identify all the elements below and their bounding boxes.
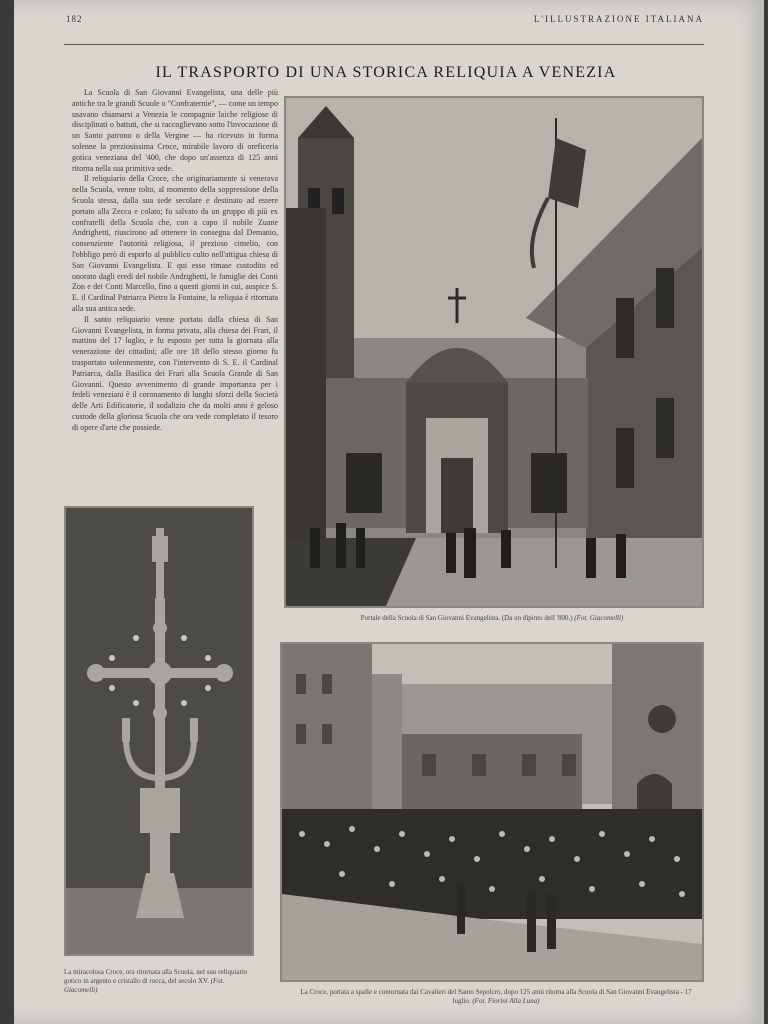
crowd-illustration (282, 644, 702, 980)
cross-photo (64, 506, 254, 956)
article-body (72, 88, 278, 434)
article-paragraph: Il santo reliquiario venne portato dalla chiesa di San Giovanni Evangelista, in forma privata, alla chiesa dei Frari, il mattino del 17 luglio, e fu esposto per tutta la giornata alla venerazione dei cittadini; alle ore 18 dello stesso giorno fu trasportato solennemente, con l'intervento di S. E. il Cardinal Patriarca, dalla Basilica dei Frari alla Scuola Grande di San Giovanni. Questo avvenimento di grande importanza per i fedeli veneziani è il coronamento di lunghi sforzi della Società delle Arti Edificatorie, il sodalizio che da molti anni è geloso custode della gloriosa Scuola che ora vede completato il tesoro di opere d'arte che possiede. (72, 314, 278, 432)
portal-photo (284, 96, 704, 608)
portal-illustration (286, 98, 702, 606)
article-paragraph: Il reliquiario della Croce, che originariamente si venerava nella Scuola, venne tolto, al momento della soppressione della Scuola stessa, dalla sua sede secolare e destinato ad essere portato alla Zecca e colato; fu salvato da un gruppo di più ex confratelli della Scuola che, con a capo il nobile Zuane Andrighetti, riuscirono ad ottenere in consegna dal Demanio, consenziente l'autorità religiosa, il prezioso cimelio, con l'obbligo però di esporlo al pubblico culto nell'attigua chiesa di San Giovanni Evangelista. E qui esso rimase custodito ed onorato dagli eredi del nobile Andrighetti, le famiglie dei Conti Zon e dei Conti Marcello, fino a questi giorni in cui, auspice S. E. il Cardinal Patriarca Pietro la Fontaine, la reliquia è ritornata alla sua antica sede. (72, 174, 278, 313)
header-rule (64, 44, 704, 45)
cross-illustration (66, 508, 252, 954)
magazine-page (14, 0, 764, 1024)
magazine-name: L'ILLUSTRAZIONE ITALIANA (533, 14, 704, 24)
article-paragraph: La Scuola di San Giovanni Evangelista, una delle più antiche tra le grandi Scuole o "Confraternie", — come un tempo usavano chiamarsi a Venezia le compagnie laiche religiose di disciplinati o battuti, che si raccoglievano sotto l'invocazione di un Santo patrono o della Vergine — ha ricevuto in forma solenne la preziosissima Croce, mirabile lavoro di oreficeria gotica veneziana del '400, che dopo un'assenza di 125 anni ritorna nella sua primitiva sede. (72, 88, 278, 173)
crowd-photo (280, 642, 704, 982)
article-title: IL TRASPORTO DI UNA STORICA RELIQUIA A VENEZIA (155, 64, 617, 81)
portal-caption: Portale della Scuola di San Giovanni Evangelista. (Da un dipinto dell '800.) (Fot. Giacomelli) (360, 614, 624, 622)
cross-caption: La miracolosa Croce, ora ritornata alla Scuola, nel suo reliquiario gotico in argento e cristallo di rocca, del secolo XV. (Fot. Giacomelli) (64, 968, 248, 994)
crowd-caption: La Croce, portata a spalle e contornata dai Cavalieri del Santo Sepolcro, dopo 125 anni ritorna alla Scuola di San Giovanni Evangelista - 17 luglio. (Fot. Fiorini Alla Luna) (300, 988, 692, 1005)
page-number: 182 (66, 14, 83, 24)
